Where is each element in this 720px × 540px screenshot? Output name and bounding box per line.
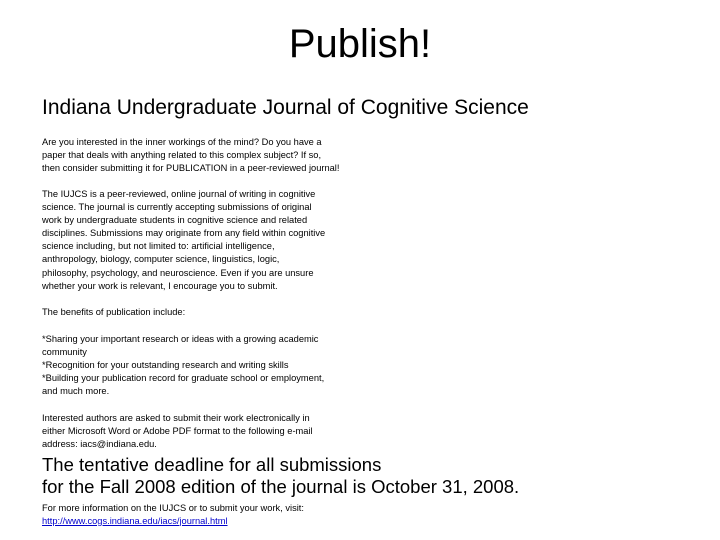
about-line: philosophy, psychology, and neuroscience. Even if you are unsure [42, 267, 314, 278]
benefits-label: The benefits of publication include: [42, 307, 186, 317]
intro-paragraph [42, 136, 372, 175]
about-paragraph [42, 188, 372, 293]
intro-line: then consider submitting it for PUBLICATION in a peer-reviewed journal! [42, 163, 340, 174]
submission-paragraph [42, 412, 372, 451]
deadline-line: The tentative deadline for all submissions [42, 454, 382, 475]
about-line: disciplines. Submissions may originate from any field within cognitive [42, 228, 326, 239]
slide-title: Publish! [288, 22, 432, 66]
intro-line: Are you interested in the inner workings of the mind? Do you have a [42, 137, 322, 147]
about-line: whether your work is relevant, I encourage you to submit. [42, 280, 278, 291]
about-line: The IUJCS is a peer-reviewed, online journal of writing in cognitive [42, 189, 316, 199]
about-line: anthropology, biology, computer science, linguistics, logic, [42, 254, 280, 265]
benefit-item: *Recognition for your outstanding research and writing skills [42, 360, 289, 371]
about-line: science. The journal is currently accepting submissions of original [42, 202, 312, 213]
submission-line: address: iacs@indiana.edu. [42, 439, 157, 450]
journal-subtitle: Indiana Undergraduate Journal of Cognitive Science [42, 96, 529, 119]
submission-line: either Microsoft Word or Adobe PDF format to the following e-mail [42, 426, 313, 437]
benefit-item: *Building your publication record for graduate school or employment, [42, 373, 325, 384]
benefit-item: community [42, 347, 87, 358]
benefit-item: and much more. [42, 386, 110, 397]
benefit-item: *Sharing your important research or ideas with a growing academic [42, 334, 319, 344]
intro-line: paper that deals with anything related to this complex subject? If so, [42, 150, 322, 161]
deadline-notice [42, 454, 642, 498]
journal-link[interactable]: http://www.cogs.indiana.edu/iacs/journal.html [42, 515, 228, 526]
submission-line: Interested authors are asked to submit their work electronically in [42, 413, 310, 423]
more-info-text: For more information on the IUJCS or to submit your work, visit: [42, 503, 304, 513]
benefits-list [42, 333, 372, 398]
more-info [42, 502, 442, 527]
deadline-line: for the Fall 2008 edition of the journal is October 31, 2008. [42, 476, 520, 497]
about-line: work by undergraduate students in cognitive science and related [42, 215, 308, 226]
about-line: science including, but not limited to: artificial intelligence, [42, 241, 275, 252]
